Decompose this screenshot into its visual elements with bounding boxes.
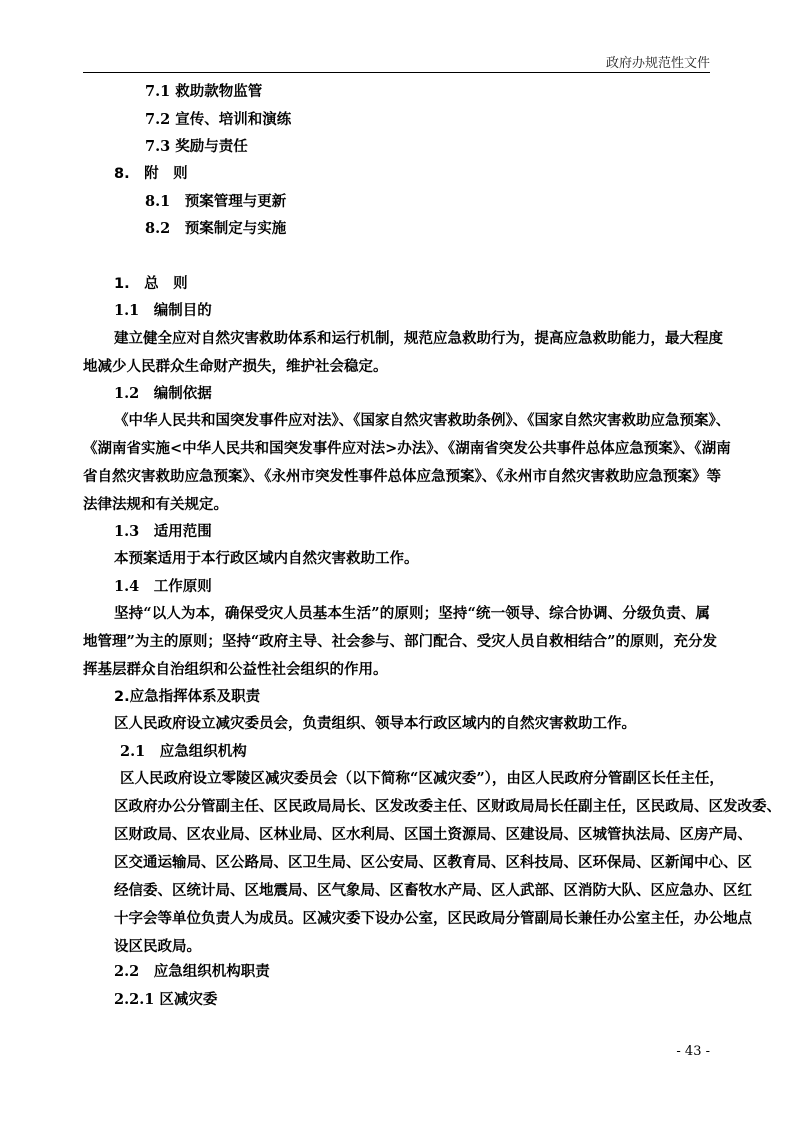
- paragraph-line: 建立健全应对自然灾害救助体系和运行机制，规范应急救助行为，提高应急救助能力，最大程度: [114, 330, 723, 347]
- paragraph-scope: 本预案适用于本行政区域内自然灾害救助工作。: [114, 550, 419, 567]
- subsection-title: 1.1 编制目的: [114, 302, 212, 319]
- paragraph-line: 坚持“以人为本，确保受灾人员基本生活”的原则；坚持“统一领导、综合协调、分级负责、属: [114, 605, 710, 622]
- page-number: - 43 -: [676, 1044, 710, 1059]
- paragraph-organization: [83, 769, 781, 965]
- subsection-title: 1.3 适用范围: [114, 523, 212, 540]
- section-title: 2.应急指挥体系及职责: [114, 689, 261, 705]
- paragraph-line: 地减少人民群众生命财产损失，维护社会稳定。: [83, 358, 388, 375]
- paragraph-line: 法律法规和有关规定。: [83, 496, 228, 513]
- section-title: 1. 总 则: [114, 276, 188, 292]
- paragraph-line: 挥基层群众自治组织和公益性社会组织的作用。: [83, 661, 388, 678]
- page-header: [0, 0, 793, 72]
- toc-item: 7.2 宣传、培训和演练: [145, 111, 292, 128]
- toc-item: 7.1 救助款物监管: [145, 83, 263, 100]
- subsection-title: 2.1 应急组织机构: [120, 743, 247, 760]
- subsection-title: 2.2.1 区减灾委: [114, 991, 218, 1008]
- toc-item: 7.3 奖励与责任: [145, 138, 248, 155]
- header-title: 政府办规范性文件: [605, 56, 710, 71]
- subsection-title: 1.2 编制依据: [114, 385, 212, 402]
- header-rule: [83, 72, 710, 73]
- paragraph-line: 区财政局、区农业局、区林业局、区水利局、区国土资源局、区建设局、区城管执法局、区房产局、: [114, 826, 752, 843]
- paragraph-line: 省自然灾害救助应急预案》、《永州市突发性事件总体应急预案》、《永州市自然灾害救助应急预案》等: [83, 468, 721, 485]
- paragraph-line: 区交通运输局、区公路局、区卫生局、区公安局、区教育局、区科技局、区环保局、区新闻中心、区: [114, 854, 752, 871]
- paragraph-committee: 区人民政府设立减灾委员会，负责组织、领导本行政区域内的自然灾害救助工作。: [114, 715, 636, 732]
- paragraph-line: 《中华人民共和国突发事件应对法》、《国家自然灾害救助条例》、《国家自然灾害救助应急预案》、: [114, 412, 731, 429]
- toc-item: 8. 附 则: [114, 166, 188, 182]
- paragraph-line: 《湖南省实施<中华人民共和国突发事件应对法>办法》、《湖南省突发公共事件总体应急预案》、《湖南: [83, 440, 731, 457]
- paragraph-line: 区政府办公分管副主任、区民政局局长、区发改委主任、区财政局局长任副主任，区民政局、区发改委、: [114, 798, 781, 815]
- subsection-title: 2.2 应急组织机构职责: [114, 963, 270, 980]
- paragraph-line: 经信委、区统计局、区地震局、区气象局、区畜牧水产局、区人武部、区消防大队、区应急办、区红: [114, 882, 752, 899]
- paragraph-basis: [83, 411, 731, 523]
- paragraph-line: 十字会等单位负责人为成员。区减灾委下设办公室，区民政局分管副局长兼任办公室主任，办公地点: [114, 910, 752, 927]
- subsection-title: 1.4 工作原则: [114, 578, 212, 595]
- paragraph-principles: [83, 604, 718, 688]
- toc-item: 8.2 预案制定与实施: [145, 220, 287, 237]
- paragraph-line: 地管理”为主的原则；坚持“政府主导、社会参与、部门配合、受灾人员自救相结合”的原则，充分发: [83, 633, 718, 650]
- paragraph-line: 设区民政局。: [114, 938, 201, 955]
- paragraph-purpose: [83, 329, 723, 385]
- toc-item: 8.1 预案管理与更新: [145, 193, 287, 210]
- paragraph-line: 区人民政府设立零陵区减灾委员会（以下简称“区减灾委”），由区人民政府分管副区长任主任，: [120, 770, 724, 787]
